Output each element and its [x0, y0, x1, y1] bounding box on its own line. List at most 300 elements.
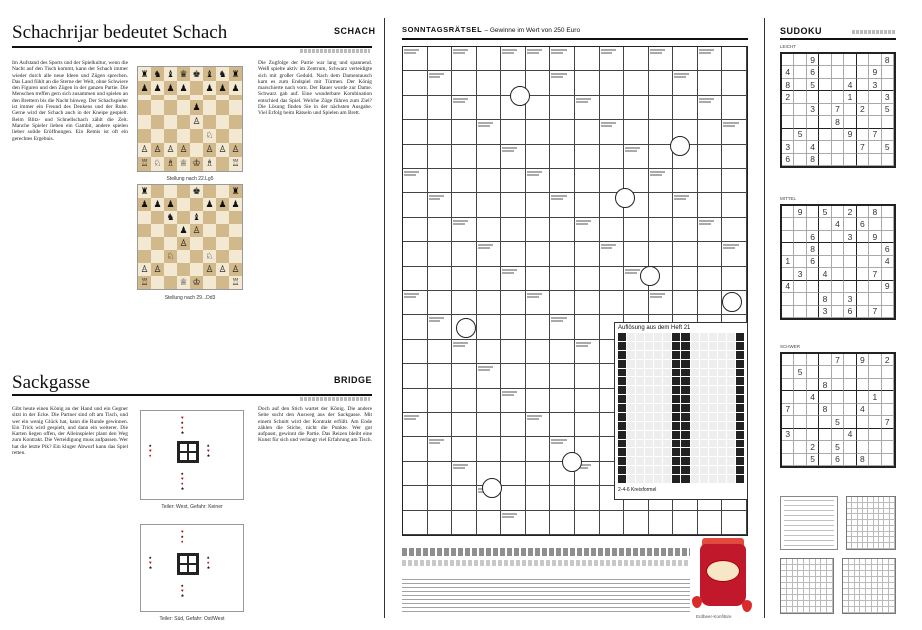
crossword-cell[interactable] — [403, 315, 428, 339]
sudoku-cell[interactable] — [794, 379, 806, 391]
sudoku-cell[interactable] — [882, 391, 894, 403]
crossword-cell[interactable] — [477, 437, 502, 461]
sudoku-cell[interactable] — [869, 293, 881, 305]
crossword-cell[interactable] — [698, 511, 723, 535]
crossword-cell[interactable] — [428, 47, 453, 71]
sudoku-cell[interactable] — [832, 379, 844, 391]
sudoku-cell[interactable] — [844, 54, 856, 66]
sudoku-cell[interactable] — [782, 379, 794, 391]
sudoku-cell[interactable] — [794, 429, 806, 441]
crossword-cell[interactable] — [501, 267, 526, 291]
sudoku-cell[interactable] — [794, 454, 806, 466]
crossword-cell[interactable] — [698, 242, 723, 266]
sudoku-cell[interactable] — [819, 256, 831, 268]
sudoku-cell[interactable] — [832, 129, 844, 141]
sudoku-cell[interactable] — [857, 281, 869, 293]
sudoku-cell[interactable]: 9 — [857, 354, 869, 366]
crossword-cell[interactable] — [403, 340, 428, 364]
crossword-cell[interactable] — [526, 364, 551, 388]
sudoku-cell[interactable] — [794, 104, 806, 116]
sudoku-cell[interactable] — [844, 391, 856, 403]
crossword-cell[interactable] — [698, 120, 723, 144]
sudoku-cell[interactable] — [819, 231, 831, 243]
crossword-cell[interactable] — [526, 267, 551, 291]
crossword-cell[interactable] — [600, 291, 625, 315]
sudoku-cell[interactable] — [857, 231, 869, 243]
sudoku-cell[interactable] — [819, 429, 831, 441]
crossword-cell[interactable] — [403, 437, 428, 461]
sudoku-cell[interactable] — [782, 293, 794, 305]
sudoku-cell[interactable] — [807, 206, 819, 218]
sudoku-cell[interactable]: 1 — [844, 91, 856, 103]
crossword-cell[interactable] — [452, 340, 477, 364]
sudoku-cell[interactable] — [844, 404, 856, 416]
sudoku-cell[interactable] — [832, 281, 844, 293]
crossword-cell[interactable] — [673, 218, 698, 242]
sudoku-cell[interactable] — [794, 416, 806, 428]
sudoku-cell[interactable]: 2 — [844, 206, 856, 218]
sudoku-cell[interactable] — [844, 379, 856, 391]
sudoku-cell[interactable]: 1 — [869, 391, 881, 403]
sudoku-cell[interactable]: 7 — [869, 268, 881, 280]
sudoku-cell[interactable] — [819, 366, 831, 378]
crossword-cell[interactable] — [452, 169, 477, 193]
crossword-cell[interactable] — [575, 389, 600, 413]
crossword-cell[interactable] — [698, 218, 723, 242]
crossword-cell[interactable] — [550, 364, 575, 388]
sudoku-cell[interactable] — [857, 154, 869, 166]
sudoku-cell[interactable] — [807, 379, 819, 391]
crossword-cell[interactable] — [649, 71, 674, 95]
crossword-cell[interactable] — [722, 267, 747, 291]
sudoku-cell[interactable]: 6 — [807, 256, 819, 268]
sudoku-cell[interactable] — [832, 306, 844, 318]
sudoku-cell[interactable]: 3 — [844, 293, 856, 305]
crossword-cell[interactable] — [698, 267, 723, 291]
sudoku-cell[interactable] — [794, 218, 806, 230]
crossword-cell[interactable] — [428, 315, 453, 339]
crossword-cell[interactable] — [428, 71, 453, 95]
sudoku-cell[interactable] — [794, 391, 806, 403]
sudoku-cell[interactable]: 5 — [882, 141, 894, 153]
crossword-cell[interactable] — [428, 340, 453, 364]
crossword-cell[interactable] — [501, 47, 526, 71]
crossword-cell[interactable] — [624, 47, 649, 71]
crossword-cell[interactable] — [600, 218, 625, 242]
sudoku-cell[interactable]: 6 — [782, 154, 794, 166]
sudoku-cell[interactable] — [782, 116, 794, 128]
sudoku-cell[interactable]: 5 — [807, 454, 819, 466]
crossword-cell[interactable] — [403, 169, 428, 193]
sudoku-cell[interactable] — [869, 54, 881, 66]
crossword-cell[interactable] — [477, 315, 502, 339]
sudoku-cell[interactable] — [832, 154, 844, 166]
sudoku-cell[interactable] — [782, 231, 794, 243]
sudoku-cell[interactable] — [782, 218, 794, 230]
sudoku-cell[interactable] — [794, 441, 806, 453]
sudoku-cell[interactable] — [857, 91, 869, 103]
sudoku-cell[interactable] — [844, 154, 856, 166]
sudoku-cell[interactable] — [832, 141, 844, 153]
sudoku-cell[interactable] — [794, 281, 806, 293]
sudoku-cell[interactable] — [794, 116, 806, 128]
crossword-cell[interactable] — [526, 315, 551, 339]
crossword-cell[interactable] — [501, 218, 526, 242]
sudoku-cell[interactable]: 4 — [807, 391, 819, 403]
crossword-cell[interactable] — [452, 193, 477, 217]
crossword-cell[interactable] — [698, 96, 723, 120]
crossword-cell[interactable] — [575, 291, 600, 315]
crossword-cell[interactable] — [624, 120, 649, 144]
crossword-cell[interactable] — [477, 389, 502, 413]
crossword-cell[interactable] — [501, 340, 526, 364]
crossword-cell[interactable] — [575, 340, 600, 364]
sudoku-cell[interactable]: 6 — [807, 231, 819, 243]
sudoku-cell[interactable] — [819, 154, 831, 166]
sudoku-cell[interactable] — [869, 243, 881, 255]
sudoku-cell[interactable] — [882, 379, 894, 391]
crossword-cell[interactable] — [600, 242, 625, 266]
sudoku-cell[interactable] — [857, 268, 869, 280]
crossword-cell[interactable] — [550, 242, 575, 266]
sudoku-cell[interactable]: 5 — [832, 441, 844, 453]
sudoku-cell[interactable]: 8 — [857, 454, 869, 466]
crossword-cell[interactable] — [403, 291, 428, 315]
sudoku-cell[interactable] — [857, 79, 869, 91]
crossword-cell[interactable] — [722, 169, 747, 193]
crossword-cell[interactable] — [477, 291, 502, 315]
crossword-cell[interactable] — [550, 389, 575, 413]
sudoku-cell[interactable] — [819, 416, 831, 428]
sudoku-cell[interactable]: 9 — [844, 129, 856, 141]
crossword-cell[interactable] — [452, 120, 477, 144]
crossword-cell[interactable] — [624, 511, 649, 535]
crossword-cell[interactable] — [477, 218, 502, 242]
sudoku-cell[interactable]: 2 — [782, 91, 794, 103]
sudoku-cell[interactable] — [882, 129, 894, 141]
crossword-cell[interactable] — [403, 462, 428, 486]
sudoku-cell[interactable] — [869, 141, 881, 153]
sudoku-cell[interactable] — [844, 66, 856, 78]
sudoku-cell[interactable] — [844, 256, 856, 268]
crossword-cell[interactable] — [526, 242, 551, 266]
sudoku-cell[interactable] — [844, 141, 856, 153]
sudoku-cell[interactable]: 4 — [807, 141, 819, 153]
sudoku-cell[interactable] — [819, 243, 831, 255]
crossword-cell[interactable] — [501, 169, 526, 193]
crossword-cell[interactable] — [452, 413, 477, 437]
crossword-cell[interactable] — [403, 96, 428, 120]
sudoku-cell[interactable] — [782, 104, 794, 116]
sudoku-cell[interactable]: 9 — [882, 281, 894, 293]
sudoku-cell[interactable] — [857, 116, 869, 128]
crossword-cell[interactable] — [600, 145, 625, 169]
crossword-cell[interactable] — [452, 71, 477, 95]
crossword-cell[interactable] — [550, 145, 575, 169]
crossword-cell[interactable] — [403, 193, 428, 217]
crossword-cell[interactable] — [722, 193, 747, 217]
sudoku-cell[interactable] — [857, 379, 869, 391]
crossword-cell[interactable] — [452, 242, 477, 266]
sudoku-cell[interactable] — [819, 441, 831, 453]
sudoku-cell[interactable] — [794, 256, 806, 268]
crossword-cell[interactable] — [673, 242, 698, 266]
crossword-cell[interactable] — [526, 96, 551, 120]
crossword-cell[interactable] — [698, 193, 723, 217]
sudoku-cell[interactable] — [869, 454, 881, 466]
crossword-cell[interactable] — [550, 511, 575, 535]
sudoku-cell[interactable] — [882, 366, 894, 378]
crossword-cell[interactable] — [501, 462, 526, 486]
crossword-cell[interactable] — [624, 291, 649, 315]
sudoku-cell[interactable] — [832, 268, 844, 280]
crossword-cell[interactable] — [403, 267, 428, 291]
sudoku-cell[interactable] — [794, 231, 806, 243]
crossword-cell[interactable] — [477, 96, 502, 120]
sudoku-cell[interactable] — [807, 281, 819, 293]
crossword-cell[interactable] — [722, 242, 747, 266]
sudoku-cell[interactable]: 7 — [869, 306, 881, 318]
crossword-cell[interactable] — [624, 145, 649, 169]
crossword-cell[interactable] — [722, 218, 747, 242]
crossword-cell[interactable] — [624, 96, 649, 120]
sudoku-cell[interactable] — [844, 268, 856, 280]
sudoku-cell[interactable] — [794, 141, 806, 153]
crossword-cell[interactable] — [477, 145, 502, 169]
crossword-cell[interactable] — [649, 47, 674, 71]
sudoku-cell[interactable] — [882, 293, 894, 305]
sudoku-cell[interactable] — [869, 256, 881, 268]
crossword-cell[interactable] — [624, 242, 649, 266]
sudoku-cell[interactable]: 2 — [807, 441, 819, 453]
sudoku-cell[interactable]: 4 — [782, 281, 794, 293]
sudoku-cell[interactable]: 1 — [782, 256, 794, 268]
sudoku-cell[interactable]: 8 — [882, 54, 894, 66]
crossword-cell[interactable] — [526, 413, 551, 437]
sudoku-cell[interactable] — [857, 429, 869, 441]
sudoku-cell[interactable] — [857, 416, 869, 428]
crossword-cell[interactable] — [698, 145, 723, 169]
crossword-cell[interactable] — [698, 291, 723, 315]
crossword-cell[interactable] — [477, 340, 502, 364]
sudoku-cell[interactable] — [882, 306, 894, 318]
sudoku-cell[interactable]: 6 — [807, 66, 819, 78]
crossword-cell[interactable] — [575, 486, 600, 510]
sudoku-cell[interactable]: 3 — [819, 306, 831, 318]
crossword-cell[interactable] — [649, 120, 674, 144]
crossword-cell[interactable] — [403, 364, 428, 388]
sudoku-cell[interactable]: 2 — [882, 354, 894, 366]
sudoku-cell[interactable] — [882, 454, 894, 466]
sudoku-cell[interactable] — [844, 243, 856, 255]
sudoku-cell[interactable] — [882, 441, 894, 453]
sudoku-cell[interactable]: 4 — [844, 429, 856, 441]
crossword-cell[interactable] — [673, 96, 698, 120]
crossword-cell[interactable] — [550, 218, 575, 242]
sudoku-cell[interactable] — [819, 66, 831, 78]
sudoku-cell[interactable] — [869, 366, 881, 378]
sudoku-cell[interactable] — [807, 366, 819, 378]
sudoku-cell[interactable] — [857, 366, 869, 378]
sudoku-cell[interactable] — [819, 91, 831, 103]
crossword-cell[interactable] — [428, 242, 453, 266]
sudoku-cell[interactable]: 5 — [882, 104, 894, 116]
sudoku-cell[interactable]: 9 — [869, 231, 881, 243]
sudoku-cell[interactable] — [794, 404, 806, 416]
sudoku-cell[interactable] — [782, 454, 794, 466]
crossword-cell[interactable] — [477, 120, 502, 144]
sudoku-cell[interactable] — [832, 66, 844, 78]
crossword-cell[interactable] — [526, 389, 551, 413]
sudoku-cell[interactable] — [857, 129, 869, 141]
sudoku-cell[interactable] — [882, 206, 894, 218]
sudoku-cell[interactable] — [844, 281, 856, 293]
crossword-cell[interactable] — [526, 218, 551, 242]
sudoku-cell[interactable] — [869, 281, 881, 293]
crossword-cell[interactable] — [575, 242, 600, 266]
crossword-cell[interactable] — [477, 364, 502, 388]
crossword-cell[interactable] — [428, 267, 453, 291]
crossword-cell[interactable] — [428, 437, 453, 461]
sudoku-cell[interactable] — [832, 293, 844, 305]
crossword-cell[interactable] — [698, 71, 723, 95]
crossword-cell[interactable] — [526, 462, 551, 486]
sudoku-cell[interactable] — [819, 116, 831, 128]
sudoku-cell[interactable] — [807, 129, 819, 141]
crossword-cell[interactable] — [477, 511, 502, 535]
crossword-cell[interactable] — [575, 71, 600, 95]
crossword-cell[interactable] — [624, 218, 649, 242]
sudoku-cell[interactable] — [819, 104, 831, 116]
crossword-cell[interactable] — [428, 389, 453, 413]
crossword-cell[interactable] — [403, 47, 428, 71]
crossword-cell[interactable] — [550, 71, 575, 95]
sudoku-cell[interactable] — [794, 293, 806, 305]
crossword-cell[interactable] — [600, 511, 625, 535]
sudoku-cell[interactable] — [832, 79, 844, 91]
sudoku-cell[interactable] — [882, 66, 894, 78]
crossword-cell[interactable] — [673, 267, 698, 291]
sudoku-cell[interactable] — [832, 243, 844, 255]
sudoku-cell[interactable]: 3 — [794, 268, 806, 280]
sudoku-cell[interactable] — [882, 218, 894, 230]
crossword-cell[interactable] — [428, 218, 453, 242]
sudoku-cell[interactable] — [857, 206, 869, 218]
sudoku-cell[interactable] — [819, 281, 831, 293]
crossword-cell[interactable] — [526, 437, 551, 461]
sudoku-cell[interactable] — [807, 429, 819, 441]
sudoku-cell[interactable]: 9 — [869, 66, 881, 78]
crossword-cell[interactable] — [575, 96, 600, 120]
crossword-cell[interactable] — [403, 120, 428, 144]
sudoku-cell[interactable] — [869, 416, 881, 428]
crossword-cell[interactable] — [600, 96, 625, 120]
crossword-cell[interactable] — [550, 267, 575, 291]
sudoku-cell[interactable]: 3 — [782, 429, 794, 441]
crossword-cell[interactable] — [403, 511, 428, 535]
crossword-cell[interactable] — [722, 47, 747, 71]
sudoku-cell[interactable] — [857, 243, 869, 255]
crossword-cell[interactable] — [722, 120, 747, 144]
sudoku-cell[interactable] — [819, 79, 831, 91]
sudoku-cell[interactable] — [832, 91, 844, 103]
sudoku-cell[interactable] — [869, 441, 881, 453]
crossword-cell[interactable] — [403, 486, 428, 510]
crossword-cell[interactable] — [501, 437, 526, 461]
sudoku-cell[interactable] — [882, 231, 894, 243]
crossword-cell[interactable] — [649, 511, 674, 535]
sudoku-cell[interactable] — [832, 256, 844, 268]
crossword-cell[interactable] — [501, 511, 526, 535]
crossword-cell[interactable] — [452, 437, 477, 461]
crossword-cell[interactable] — [403, 218, 428, 242]
crossword-cell[interactable] — [575, 315, 600, 339]
crossword-cell[interactable] — [575, 120, 600, 144]
crossword-cell[interactable] — [575, 511, 600, 535]
crossword-cell[interactable] — [501, 364, 526, 388]
sudoku-cell[interactable] — [782, 416, 794, 428]
sudoku-cell[interactable] — [794, 306, 806, 318]
crossword-cell[interactable] — [575, 413, 600, 437]
crossword-cell[interactable] — [452, 364, 477, 388]
crossword-cell[interactable] — [403, 71, 428, 95]
sudoku-cell[interactable]: 4 — [882, 256, 894, 268]
sudoku-cell[interactable]: 4 — [819, 268, 831, 280]
crossword-cell[interactable] — [452, 96, 477, 120]
crossword-cell[interactable] — [550, 413, 575, 437]
crossword-cell[interactable] — [649, 291, 674, 315]
sudoku-grid-easy[interactable] — [780, 52, 896, 168]
sudoku-cell[interactable] — [794, 354, 806, 366]
crossword-cell[interactable] — [403, 242, 428, 266]
sudoku-cell[interactable] — [869, 429, 881, 441]
crossword-cell[interactable] — [649, 96, 674, 120]
sudoku-cell[interactable] — [857, 293, 869, 305]
sudoku-cell[interactable]: 2 — [857, 104, 869, 116]
sudoku-cell[interactable] — [819, 54, 831, 66]
sudoku-cell[interactable]: 7 — [882, 416, 894, 428]
sudoku-cell[interactable]: 8 — [819, 404, 831, 416]
crossword-cell[interactable] — [526, 47, 551, 71]
crossword-cell[interactable] — [452, 47, 477, 71]
sudoku-cell[interactable]: 5 — [819, 206, 831, 218]
crossword-cell[interactable] — [428, 145, 453, 169]
sudoku-cell[interactable]: 7 — [869, 129, 881, 141]
sudoku-cell[interactable] — [782, 306, 794, 318]
sudoku-cell[interactable] — [882, 404, 894, 416]
crossword-cell[interactable] — [501, 120, 526, 144]
crossword-cell[interactable] — [550, 315, 575, 339]
sudoku-cell[interactable]: 7 — [857, 141, 869, 153]
crossword-cell[interactable] — [722, 145, 747, 169]
crossword-cell[interactable] — [477, 47, 502, 71]
sudoku-cell[interactable] — [794, 154, 806, 166]
sudoku-cell[interactable]: 3 — [869, 79, 881, 91]
crossword-cell[interactable] — [550, 120, 575, 144]
crossword-cell[interactable] — [575, 169, 600, 193]
crossword-cell[interactable] — [575, 364, 600, 388]
crossword-cell[interactable] — [403, 389, 428, 413]
sudoku-cell[interactable] — [782, 366, 794, 378]
crossword-cell[interactable] — [501, 315, 526, 339]
sudoku-cell[interactable] — [832, 206, 844, 218]
sudoku-cell[interactable]: 5 — [807, 79, 819, 91]
crossword-cell[interactable] — [501, 291, 526, 315]
sudoku-cell[interactable]: 7 — [832, 104, 844, 116]
sudoku-cell[interactable] — [794, 91, 806, 103]
sudoku-cell[interactable]: 4 — [857, 404, 869, 416]
crossword-cell[interactable] — [600, 47, 625, 71]
